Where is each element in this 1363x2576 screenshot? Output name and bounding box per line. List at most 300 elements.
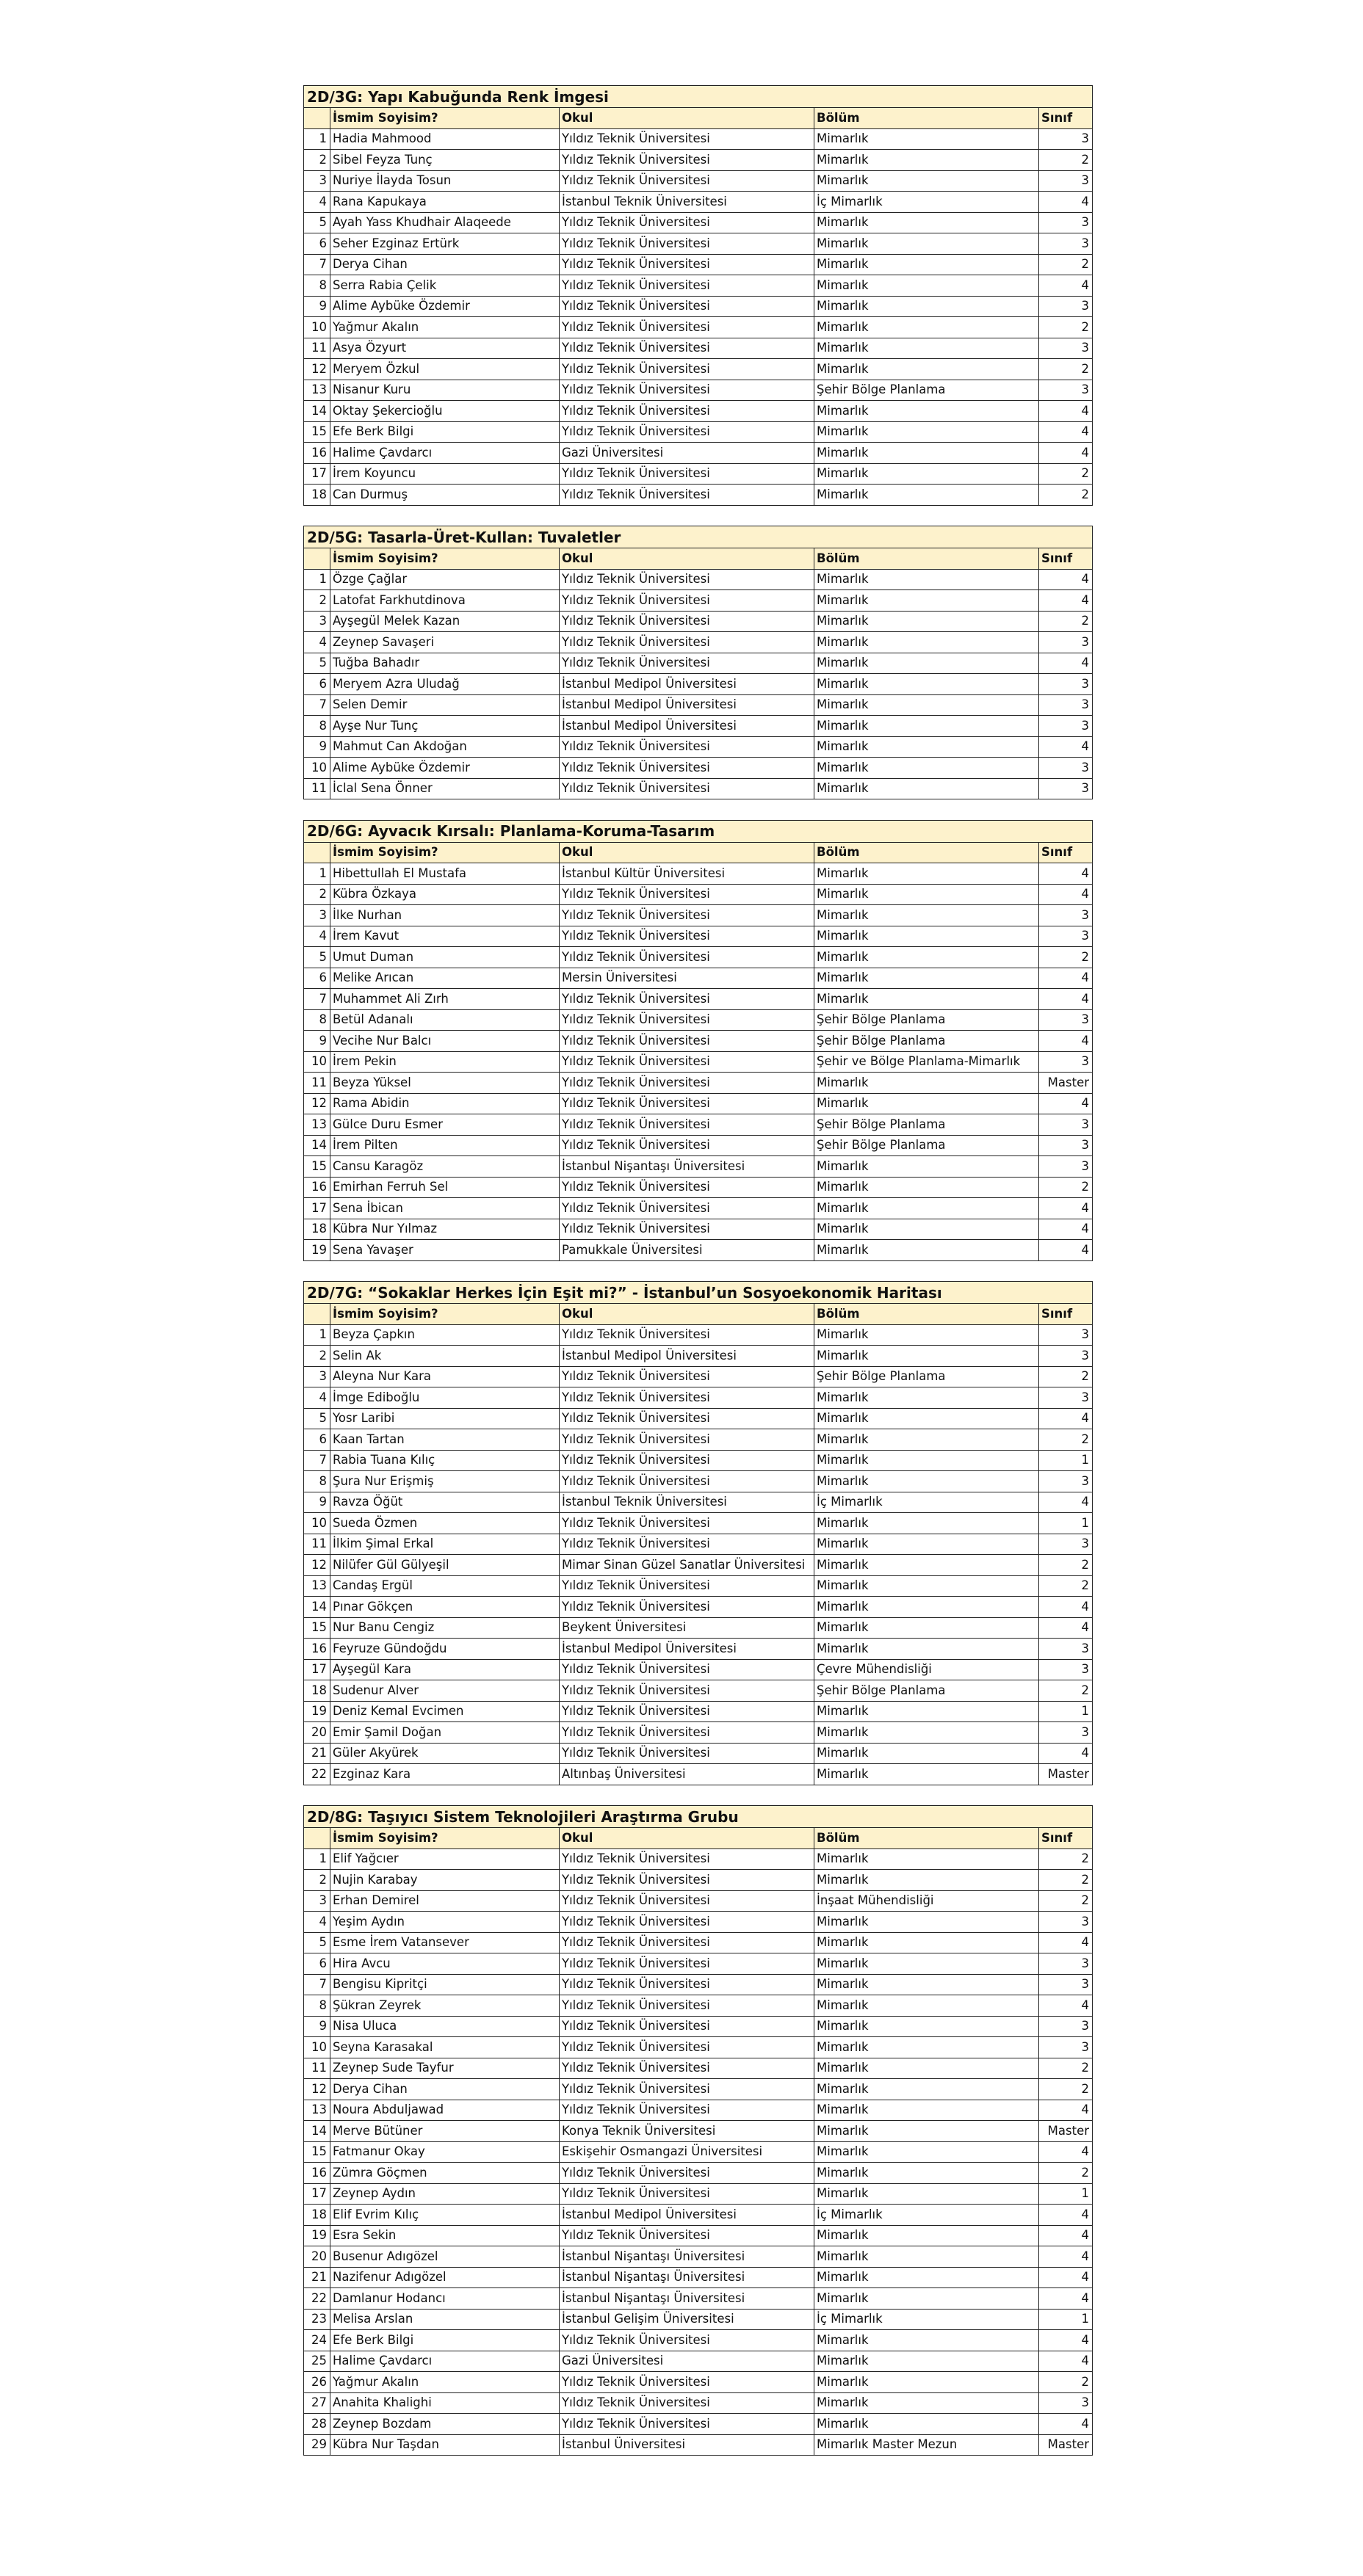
cell-department: Mimarlık xyxy=(814,1701,1039,1722)
header-row xyxy=(304,548,1093,570)
cell-department: Mimarlık xyxy=(814,1324,1039,1346)
cell-department: Mimarlık xyxy=(814,2016,1039,2037)
cell-department: Mimarlık xyxy=(814,1093,1039,1114)
cell-school: Yıldız Teknik Üniversitesi xyxy=(560,1387,814,1409)
cell-school: Mersin Üniversitesi xyxy=(560,968,814,989)
cell-year: 4 xyxy=(1039,1031,1093,1052)
header-row xyxy=(304,842,1093,863)
table-row xyxy=(304,863,1093,885)
cell-department: Şehir Bölge Planlama xyxy=(814,1114,1039,1136)
cell-name: İrem Kavut xyxy=(330,926,560,947)
group-title: 2D/3G: Yapı Kabuğunda Renk İmgesi xyxy=(304,86,1093,108)
table-row xyxy=(304,1156,1093,1178)
cell-school: Yıldız Teknik Üniversitesi xyxy=(560,2330,814,2351)
table-row xyxy=(304,1575,1093,1597)
cell-school: Yıldız Teknik Üniversitesi xyxy=(560,212,814,233)
cell-no: 13 xyxy=(304,1114,330,1136)
cell-year: 4 xyxy=(1039,2141,1093,2163)
cell-no: 6 xyxy=(304,968,330,989)
table-row xyxy=(304,1953,1093,1975)
cell-name: Nisanur Kuru xyxy=(330,380,560,401)
table-row xyxy=(304,296,1093,317)
cell-year: 2 xyxy=(1039,1575,1093,1597)
cell-year: 3 xyxy=(1039,1534,1093,1555)
table-row xyxy=(304,2205,1093,2226)
cell-name: Hadia Mahmood xyxy=(330,128,560,150)
column-header-school: Okul xyxy=(560,842,814,863)
cell-year: 3 xyxy=(1039,1953,1093,1975)
cell-department: Mimarlık xyxy=(814,1764,1039,1785)
cell-name: Rabia Tuana Kılıç xyxy=(330,1450,560,1471)
cell-name: İrem Pekin xyxy=(330,1051,560,1073)
cell-school: Konya Teknik Üniversitesi xyxy=(560,2121,814,2142)
cell-year: 4 xyxy=(1039,2414,1093,2435)
cell-no: 20 xyxy=(304,1722,330,1744)
cell-department: Mimarlık xyxy=(814,401,1039,422)
cell-department: Mimarlık xyxy=(814,2225,1039,2246)
table-row xyxy=(304,2016,1093,2037)
cell-year: 4 xyxy=(1039,653,1093,674)
column-header-name: İsmim Soyisim? xyxy=(330,1304,560,1325)
cell-year: 2 xyxy=(1039,150,1093,171)
cell-school: Yıldız Teknik Üniversitesi xyxy=(560,254,814,275)
cell-year: 2 xyxy=(1039,2372,1093,2393)
cell-year: 3 xyxy=(1039,296,1093,317)
cell-school: Yıldız Teknik Üniversitesi xyxy=(560,1177,814,1198)
table-row xyxy=(304,1639,1093,1660)
cell-name: Aleyna Nur Kara xyxy=(330,1366,560,1387)
cell-no: 14 xyxy=(304,401,330,422)
cell-name: Halime Çavdarcı xyxy=(330,443,560,464)
cell-name: Esme İrem Vatansever xyxy=(330,1932,560,1953)
table-row xyxy=(304,2351,1093,2372)
table-row xyxy=(304,2330,1093,2351)
cell-name: Melike Arıcan xyxy=(330,968,560,989)
cell-school: İstanbul Medipol Üniversitesi xyxy=(560,694,814,716)
cell-school: İstanbul Gelişim Üniversitesi xyxy=(560,2309,814,2330)
cell-school: Yıldız Teknik Üniversitesi xyxy=(560,1093,814,1114)
cell-no: 1 xyxy=(304,128,330,150)
cell-no: 12 xyxy=(304,1555,330,1576)
cell-department: Mimarlık xyxy=(814,2121,1039,2142)
cell-no: 16 xyxy=(304,1177,330,1198)
header-row xyxy=(304,1304,1093,1325)
cell-school: Yıldız Teknik Üniversitesi xyxy=(560,1198,814,1219)
cell-school: Yıldız Teknik Üniversitesi xyxy=(560,1743,814,1764)
cell-year: 3 xyxy=(1039,2016,1093,2037)
cell-year: 4 xyxy=(1039,1093,1093,1114)
cell-department: İç Mimarlık xyxy=(814,2309,1039,2330)
cell-department: Mimarlık xyxy=(814,1597,1039,1618)
cell-school: Yıldız Teknik Üniversitesi xyxy=(560,736,814,758)
cell-name: Mahmut Can Akdoğan xyxy=(330,736,560,758)
cell-school: Yıldız Teknik Üniversitesi xyxy=(560,1659,814,1680)
cell-no: 14 xyxy=(304,2121,330,2142)
cell-no: 14 xyxy=(304,1135,330,1156)
table-row xyxy=(304,905,1093,926)
cell-school: İstanbul Nişantaşı Üniversitesi xyxy=(560,2246,814,2268)
cell-department: Mimarlık xyxy=(814,1534,1039,1555)
group-table xyxy=(303,526,1093,799)
cell-year: 4 xyxy=(1039,192,1093,213)
cell-department: Şehir Bölge Planlama xyxy=(814,1366,1039,1387)
table-row xyxy=(304,1346,1093,1367)
table-row xyxy=(304,1722,1093,1744)
cell-year: 3 xyxy=(1039,1912,1093,1933)
cell-name: Pınar Gökçen xyxy=(330,1597,560,1618)
table-row xyxy=(304,1408,1093,1429)
table-row xyxy=(304,2100,1093,2121)
cell-no: 2 xyxy=(304,884,330,905)
document-body xyxy=(303,85,1092,2456)
table-row xyxy=(304,1597,1093,1618)
cell-year: 4 xyxy=(1039,2351,1093,2372)
table-row xyxy=(304,1324,1093,1346)
cell-department: Mimarlık xyxy=(814,926,1039,947)
column-header-school: Okul xyxy=(560,1828,814,1849)
cell-year: 4 xyxy=(1039,443,1093,464)
cell-year: 2 xyxy=(1039,1555,1093,1576)
cell-department: Mimarlık xyxy=(814,421,1039,443)
cell-school: Yıldız Teknik Üniversitesi xyxy=(560,359,814,380)
cell-name: Fatmanur Okay xyxy=(330,2141,560,2163)
table-row xyxy=(304,1198,1093,1219)
cell-school: Gazi Üniversitesi xyxy=(560,2351,814,2372)
cell-year: 2 xyxy=(1039,611,1093,632)
cell-no: 2 xyxy=(304,1346,330,1367)
cell-no: 11 xyxy=(304,1073,330,1094)
cell-no: 18 xyxy=(304,1680,330,1702)
cell-department: Mimarlık xyxy=(814,1974,1039,1995)
cell-name: Seher Ezginaz Ertürk xyxy=(330,233,560,255)
cell-name: Selen Demir xyxy=(330,694,560,716)
table-row xyxy=(304,212,1093,233)
cell-department: Mimarlık xyxy=(814,2037,1039,2058)
table-row xyxy=(304,2121,1093,2142)
cell-no: 7 xyxy=(304,1450,330,1471)
cell-year: 2 xyxy=(1039,254,1093,275)
cell-year: 4 xyxy=(1039,1240,1093,1261)
table-row xyxy=(304,1240,1093,1261)
cell-school: Yıldız Teknik Üniversitesi xyxy=(560,1135,814,1156)
cell-school: Yıldız Teknik Üniversitesi xyxy=(560,2058,814,2079)
cell-department: Mimarlık xyxy=(814,2372,1039,2393)
cell-school: Yıldız Teknik Üniversitesi xyxy=(560,2414,814,2435)
cell-year: 3 xyxy=(1039,1156,1093,1178)
cell-year: 4 xyxy=(1039,1198,1093,1219)
table-row xyxy=(304,653,1093,674)
cell-year: 3 xyxy=(1039,1114,1093,1136)
cell-department: Mimarlık xyxy=(814,485,1039,506)
cell-no: 8 xyxy=(304,716,330,737)
table-row xyxy=(304,1135,1093,1156)
cell-department: Mimarlık xyxy=(814,1617,1039,1639)
cell-department: Mimarlık xyxy=(814,359,1039,380)
cell-year: 4 xyxy=(1039,2205,1093,2226)
cell-no: 20 xyxy=(304,2246,330,2268)
table-row xyxy=(304,338,1093,359)
cell-school: Yıldız Teknik Üniversitesi xyxy=(560,758,814,779)
cell-year: 4 xyxy=(1039,989,1093,1010)
cell-name: Sudenur Alver xyxy=(330,1680,560,1702)
cell-school: Yıldız Teknik Üniversitesi xyxy=(560,778,814,799)
cell-name: Rana Kapukaya xyxy=(330,192,560,213)
table-row xyxy=(304,1555,1093,1576)
cell-no: 9 xyxy=(304,736,330,758)
cell-name: Kaan Tartan xyxy=(330,1429,560,1451)
cell-year: 4 xyxy=(1039,1617,1093,1639)
cell-department: Mimarlık xyxy=(814,2392,1039,2414)
cell-department: Mimarlık xyxy=(814,1177,1039,1198)
cell-school: Yıldız Teknik Üniversitesi xyxy=(560,1680,814,1702)
cell-year: 3 xyxy=(1039,1659,1093,1680)
cell-year: 4 xyxy=(1039,401,1093,422)
cell-name: Nazifenur Adıgözel xyxy=(330,2267,560,2288)
cell-school: Yıldız Teknik Üniversitesi xyxy=(560,485,814,506)
cell-name: Can Durmuş xyxy=(330,485,560,506)
table-row xyxy=(304,2414,1093,2435)
cell-name: Nujin Karabay xyxy=(330,1870,560,1891)
table-row xyxy=(304,1429,1093,1451)
cell-no: 6 xyxy=(304,233,330,255)
cell-school: Yıldız Teknik Üniversitesi xyxy=(560,1932,814,1953)
column-header-year: Sınıf xyxy=(1039,548,1093,570)
cell-name: Zeynep Sude Tayfur xyxy=(330,2058,560,2079)
cell-department: Mimarlık xyxy=(814,128,1039,150)
cell-year: 3 xyxy=(1039,905,1093,926)
cell-name: Tuğba Bahadır xyxy=(330,653,560,674)
cell-name: Ayşegül Melek Kazan xyxy=(330,611,560,632)
cell-name: Anahita Khalighi xyxy=(330,2392,560,2414)
cell-department: Mimarlık xyxy=(814,2246,1039,2268)
column-header-school: Okul xyxy=(560,108,814,129)
column-header-department: Bölüm xyxy=(814,1304,1039,1325)
table-row xyxy=(304,2267,1093,2288)
cell-no: 9 xyxy=(304,1492,330,1513)
cell-year: 2 xyxy=(1039,1680,1093,1702)
cell-department: Mimarlık xyxy=(814,1848,1039,1870)
group-spacer xyxy=(303,1785,1092,1806)
cell-no: 5 xyxy=(304,1932,330,1953)
cell-department: Mimarlık xyxy=(814,1346,1039,1367)
cell-year: 2 xyxy=(1039,1366,1093,1387)
cell-no: 24 xyxy=(304,2330,330,2351)
cell-no: 8 xyxy=(304,275,330,297)
cell-name: Beyza Çapkın xyxy=(330,1324,560,1346)
cell-department: Mimarlık xyxy=(814,170,1039,192)
cell-name: İrem Pilten xyxy=(330,1135,560,1156)
cell-year: 2 xyxy=(1039,1429,1093,1451)
cell-year: 2 xyxy=(1039,2079,1093,2100)
cell-department: Çevre Mühendisliği xyxy=(814,1659,1039,1680)
cell-school: Yıldız Teknik Üniversitesi xyxy=(560,170,814,192)
table-row xyxy=(304,2037,1093,2058)
cell-year: 3 xyxy=(1039,632,1093,653)
column-header-no xyxy=(304,842,330,863)
cell-no: 4 xyxy=(304,1387,330,1409)
cell-department: Mimarlık xyxy=(814,716,1039,737)
table-row xyxy=(304,1701,1093,1722)
cell-school: Yıldız Teknik Üniversitesi xyxy=(560,1051,814,1073)
cell-school: İstanbul Üniversitesi xyxy=(560,2434,814,2456)
cell-school: Yıldız Teknik Üniversitesi xyxy=(560,1429,814,1451)
cell-name: Umut Duman xyxy=(330,947,560,968)
table-row xyxy=(304,1995,1093,2017)
cell-no: 28 xyxy=(304,2414,330,2435)
cell-school: Yıldız Teknik Üniversitesi xyxy=(560,275,814,297)
table-row xyxy=(304,632,1093,653)
cell-department: Mimarlık xyxy=(814,1555,1039,1576)
cell-name: Zeynep Bozdam xyxy=(330,2414,560,2435)
cell-department: Mimarlık xyxy=(814,569,1039,590)
cell-department: İnşaat Mühendisliği xyxy=(814,1890,1039,1912)
cell-school: Yıldız Teknik Üniversitesi xyxy=(560,128,814,150)
cell-no: 3 xyxy=(304,170,330,192)
table-row xyxy=(304,758,1093,779)
cell-year: 4 xyxy=(1039,863,1093,885)
cell-name: İlke Nurhan xyxy=(330,905,560,926)
cell-no: 11 xyxy=(304,2058,330,2079)
table-row xyxy=(304,1764,1093,1785)
cell-department: Mimarlık xyxy=(814,1450,1039,1471)
cell-no: 18 xyxy=(304,2205,330,2226)
cell-department: Mimarlık xyxy=(814,674,1039,695)
cell-school: İstanbul Nişantaşı Üniversitesi xyxy=(560,2267,814,2288)
table-row xyxy=(304,2183,1093,2205)
cell-department: Mimarlık xyxy=(814,463,1039,485)
cell-school: İstanbul Teknik Üniversitesi xyxy=(560,1492,814,1513)
cell-no: 9 xyxy=(304,1031,330,1052)
header-row xyxy=(304,108,1093,129)
column-header-no xyxy=(304,1828,330,1849)
cell-name: Asya Özyurt xyxy=(330,338,560,359)
cell-department: Mimarlık xyxy=(814,338,1039,359)
cell-year: 4 xyxy=(1039,1743,1093,1764)
cell-name: Şura Nur Erişmiş xyxy=(330,1471,560,1492)
cell-school: Yıldız Teknik Üniversitesi xyxy=(560,1701,814,1722)
cell-name: Zümra Göçmen xyxy=(330,2163,560,2184)
cell-no: 11 xyxy=(304,1534,330,1555)
table-row xyxy=(304,716,1093,737)
cell-school: Yıldız Teknik Üniversitesi xyxy=(560,1597,814,1618)
cell-department: Mimarlık xyxy=(814,1073,1039,1094)
cell-no: 3 xyxy=(304,1366,330,1387)
cell-no: 6 xyxy=(304,674,330,695)
cell-name: Elif Evrim Kılıç xyxy=(330,2205,560,2226)
cell-no: 22 xyxy=(304,2288,330,2310)
cell-school: Yıldız Teknik Üniversitesi xyxy=(560,989,814,1010)
table-row xyxy=(304,1051,1093,1073)
cell-name: Latofat Farkhutdinova xyxy=(330,590,560,612)
cell-year: 4 xyxy=(1039,1408,1093,1429)
cell-no: 4 xyxy=(304,1912,330,1933)
cell-year: 2 xyxy=(1039,1890,1093,1912)
cell-year: 3 xyxy=(1039,233,1093,255)
cell-no: 10 xyxy=(304,317,330,338)
table-row xyxy=(304,380,1093,401)
table-row xyxy=(304,1114,1093,1136)
cell-department: Mimarlık xyxy=(814,1953,1039,1975)
cell-no: 3 xyxy=(304,1890,330,1912)
column-header-name: İsmim Soyisim? xyxy=(330,108,560,129)
cell-year: Master xyxy=(1039,1764,1093,1785)
cell-school: Yıldız Teknik Üniversitesi xyxy=(560,1471,814,1492)
cell-department: Mimarlık xyxy=(814,233,1039,255)
cell-name: İclal Sena Önner xyxy=(330,778,560,799)
cell-department: Mimarlık xyxy=(814,1240,1039,1261)
table-row xyxy=(304,1009,1093,1031)
table-row xyxy=(304,926,1093,947)
cell-no: 17 xyxy=(304,2183,330,2205)
cell-year: 3 xyxy=(1039,1639,1093,1660)
table-row xyxy=(304,674,1093,695)
table-row xyxy=(304,1031,1093,1052)
cell-name: Bengisu Kipritçi xyxy=(330,1974,560,1995)
cell-school: Yıldız Teknik Üniversitesi xyxy=(560,1722,814,1744)
cell-year: 3 xyxy=(1039,1324,1093,1346)
group-table xyxy=(303,820,1093,1261)
cell-school: Yıldız Teknik Üniversitesi xyxy=(560,1073,814,1094)
cell-school: Yıldız Teknik Üniversitesi xyxy=(560,1114,814,1136)
cell-department: Mimarlık xyxy=(814,1387,1039,1409)
cell-name: Nilüfer Gül Gülyeşil xyxy=(330,1555,560,1576)
cell-name: Yeşim Aydın xyxy=(330,1912,560,1933)
cell-name: Efe Berk Bilgi xyxy=(330,2330,560,2351)
cell-school: Yıldız Teknik Üniversitesi xyxy=(560,590,814,612)
cell-school: Yıldız Teknik Üniversitesi xyxy=(560,1219,814,1240)
column-header-school: Okul xyxy=(560,548,814,570)
cell-name: Rama Abidin xyxy=(330,1093,560,1114)
cell-year: 1 xyxy=(1039,1450,1093,1471)
cell-department: Mimarlık xyxy=(814,905,1039,926)
cell-department: Şehir Bölge Planlama xyxy=(814,1135,1039,1156)
cell-no: 17 xyxy=(304,1198,330,1219)
cell-school: Yıldız Teknik Üniversitesi xyxy=(560,1870,814,1891)
cell-name: Hira Avcu xyxy=(330,1953,560,1975)
table-row xyxy=(304,1870,1093,1891)
cell-name: Ezginaz Kara xyxy=(330,1764,560,1785)
cell-year: 3 xyxy=(1039,1722,1093,1744)
table-row xyxy=(304,1387,1093,1409)
cell-name: Meryem Azra Uludağ xyxy=(330,674,560,695)
cell-no: 8 xyxy=(304,1009,330,1031)
cell-school: Yıldız Teknik Üniversitesi xyxy=(560,905,814,926)
cell-year: 1 xyxy=(1039,2309,1093,2330)
table-row xyxy=(304,2141,1093,2163)
cell-school: Yıldız Teknik Üniversitesi xyxy=(560,926,814,947)
cell-school: Yıldız Teknik Üniversitesi xyxy=(560,463,814,485)
cell-department: Mimarlık xyxy=(814,2288,1039,2310)
cell-department: Mimarlık xyxy=(814,254,1039,275)
cell-school: Yıldız Teknik Üniversitesi xyxy=(560,1890,814,1912)
cell-no: 7 xyxy=(304,254,330,275)
cell-school: İstanbul Medipol Üniversitesi xyxy=(560,716,814,737)
cell-department: Mimarlık xyxy=(814,2414,1039,2435)
table-row xyxy=(304,1073,1093,1094)
cell-no: 15 xyxy=(304,2141,330,2163)
cell-school: Eskişehir Osmangazi Üniversitesi xyxy=(560,2141,814,2163)
column-header-year: Sınıf xyxy=(1039,842,1093,863)
cell-no: 5 xyxy=(304,212,330,233)
column-header-name: İsmim Soyisim? xyxy=(330,548,560,570)
cell-year: 4 xyxy=(1039,2288,1093,2310)
cell-no: 15 xyxy=(304,1156,330,1178)
cell-department: Mimarlık xyxy=(814,1870,1039,1891)
cell-school: Yıldız Teknik Üniversitesi xyxy=(560,1513,814,1534)
cell-department: Mimarlık xyxy=(814,1743,1039,1764)
table-row xyxy=(304,1974,1093,1995)
column-header-no xyxy=(304,108,330,129)
